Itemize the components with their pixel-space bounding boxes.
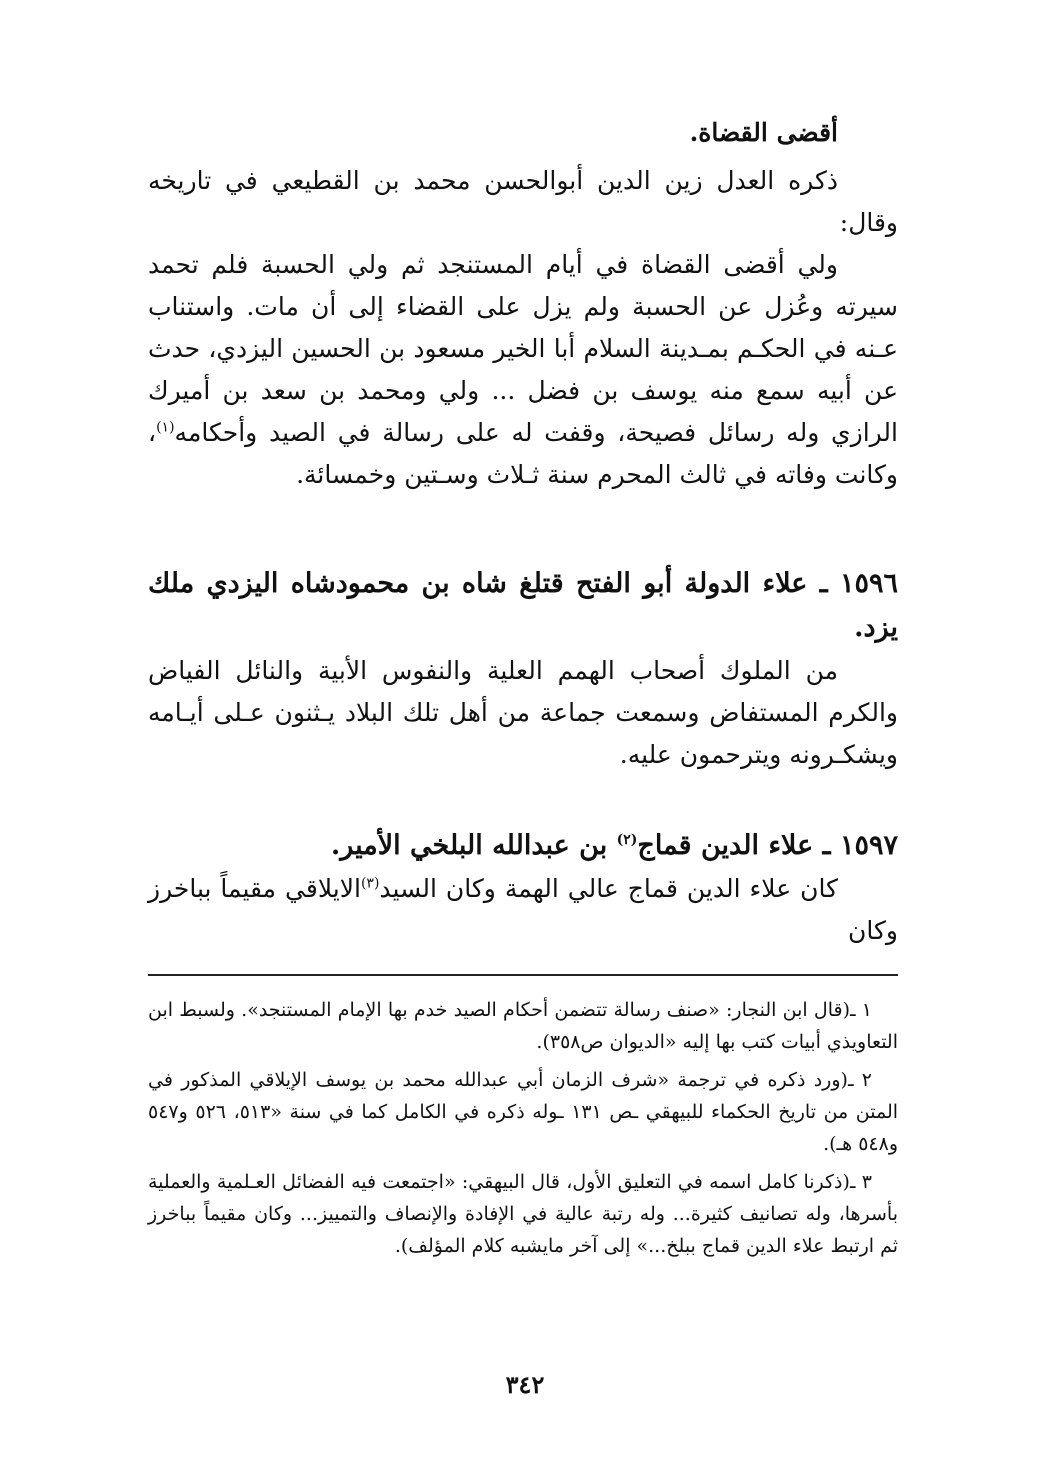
entry-1597-body (148, 868, 898, 952)
entry-1597-body-text-a: كان علاء الدين قماج عالي الهمة وكان السيد (379, 874, 839, 903)
footnote-3: ٣ ـ(ذكرنا كامل اسمه في التعليق الأول، قال البيهقي: «اجتمعت فيه الفضائل العـلمية والعملية بأسرها، وله تصانيف كثيرة... وله رتبة عالية في الإفادة والإنصاف والتمييز... وكان مقيماً بباخرز ثم ارتبط علاء الدين قماج ببلخ...» إلى آخر مايشبه كلام المؤلف). (148, 1171, 898, 1257)
book-page (148, 112, 898, 1452)
entry-1596-body: من الملوك أصحاب الهمم العلية والنفوس الأبية والنائل الفياض والكرم المستفاض وسمعت جماعة من أهل تلك البلاد يـثنون عـلى أيـامه ويشكـرونه ويترحمون عليه. (148, 656, 898, 769)
footnote-ref-2: (٢) (616, 832, 638, 848)
entry-1597-body-text-b: الايلاقي مقيماً بباخرز وكان (148, 874, 898, 945)
section-gap (148, 776, 898, 824)
entry-continuation-text-b: ، وكانت وفاته في ثالث المحرم سنة ثـلاث وسـتين وخمسائة. (148, 418, 898, 489)
footnote-1: ١ ـ(قال ابن النجار: «صنف رسالة تتضمن أحكام الصيد خدم بها الإمام المستنجد». ولسبط ابن التعاويذي أبيات كتب بها إليه «الديوان ص٣٥٨). (148, 999, 898, 1053)
entry-continuation-opening: أقضى القضاة. (689, 118, 838, 147)
entry-1596-heading: ١٥٩٦ ـ علاء الدولة أبو الفتح قتلغ شاه بن محمودشاه اليزدي ملك يزد. (148, 568, 898, 643)
entry-continuation-text-a: ولي أقضى القضاة في أيام المستنجد ثم ولي الحسبة فلم تحمد سيرته وعُزل عن الحسبة ولم يزل على القضاء إلى أن مات. واستناب عـنه في الحكـم بمـدينة السلام أبا الخير مسعود بن الحسين اليزدي، حدث عن أبيه سمع منه يوسف بن فضل ... ولي ومحمد بن سعد بن أميرك الرازي وله رسائل فصيحة، وقفت له على رسالة في الصيد وأحكامه (148, 250, 898, 447)
page-number: ٣٤٢ (505, 1370, 545, 1399)
footnote-2: ٢ ـ(ورد ذكره في ترجمة «شرف الزمان أبي عبدالله محمد بن يوسف الإيلاقي المذكور في المتن من تاريخ الحكماء للبيهقي ـص ١٣١ ـوله ذكره في الكامل كما في سنة «٥١٣، ٥٢٦ و٥٤٧ و٥٤٨ هـ). (148, 1069, 899, 1155)
footnotes-section (148, 994, 898, 1262)
footnote-ref-1: (١) (156, 419, 175, 436)
entry-1597-heading-text-a: ١٥٩٧ ـ علاء الدين قماج (637, 830, 898, 861)
section-gap (148, 496, 898, 562)
source-line: ذكره العدل زين الدين أبوالحسن محمد بن القطيعي في تاريخه وقال: (148, 166, 898, 237)
footnote-ref-3: (٣) (360, 875, 380, 892)
entry-continuation-body (148, 244, 898, 496)
footnote-divider (148, 974, 898, 976)
entry-1597-heading (148, 824, 898, 868)
entry-1597-heading-text-b: بن عبدالله البلخي الأمير. (330, 830, 617, 861)
